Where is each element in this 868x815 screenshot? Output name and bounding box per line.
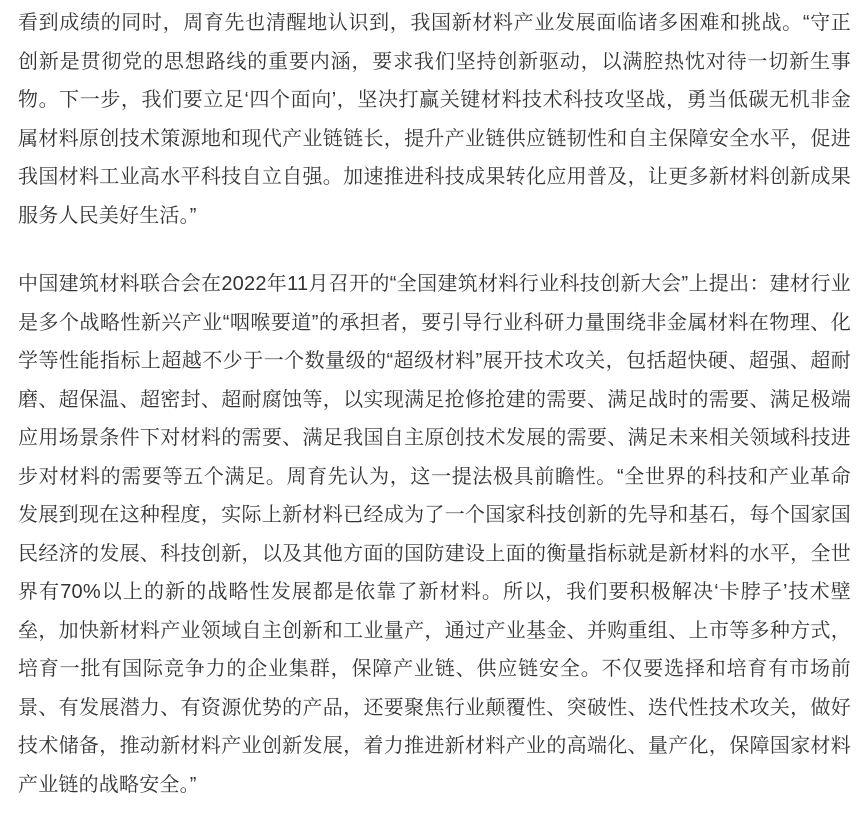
article-paragraph-2: 中国建筑材料联合会在2022年11月召开的“全国建筑材料行业科技创新大会”上提出：建材行业是多个战略性新兴产业“咽喉要道”的承担者，要引导行业科研力量围绕非金属材料在物理、化学等性能指标上超越不少于一个数量级的“超级材料”展开技术攻关，包括超快硬、超强、超耐磨、超保温、超密封、超耐腐蚀等，以实现满足抢修抢建的需要、满足战时的需要、满足极端应用场景条件下对材料的需要、满足我国自主原创技术发展的需要、满足未来相关领域科技进步对材料的需要等五个满足。周育先认为，这一提法极具前瞻性。“全世界的科技和产业革命发展到现在这种程度，实际上新材料已经成为了一个国家科技创新的先导和基石，每个国家国民经济的发展、科技创新，以及其他方面的国防建设上面的衡量指标就是新材料的水平，全世界有70%以上的新的战略性发展都是依靠了新材料。所以，我们要积极解决‘卡脖子’技术壁垒，加快新材料产业领域自主创新和工业量产，通过产业基金、并购重组、上市等多种方式，培育一批有国际竞争力的企业集群，保障产业链、供应链安全。不仅要选择和培育有市场前景、有发展潜力、有资源优势的产品，还要聚焦行业颠覆性、突破性、迭代性技术攻关，做好技术储备，推动新材料产业创新发展，着力推进新材料产业的高端化、量产化，保障国家材料产业链的战略安全。” (18, 273, 852, 796)
article-paragraph-1: 看到成绩的同时，周育先也清醒地认识到，我国新材料产业发展面临诸多困难和挑战。“守正创新是贯彻党的思想路线的重要内涵，要求我们坚持创新驱动，以满腔热忱对待一切新生事物。下一步，我们要立足‘四个面向’，坚决打赢关键材料技术科技攻坚战，勇当低碳无机非金属材料原创技术策源地和现代产业链链长，提升产业链供应链韧性和自主保障安全水平，促进我国材料工业高水平科技自立自强。加速推进科技成果转化应用普及，让更多新材料创新成果服务人民美好生活。” (18, 12, 851, 227)
